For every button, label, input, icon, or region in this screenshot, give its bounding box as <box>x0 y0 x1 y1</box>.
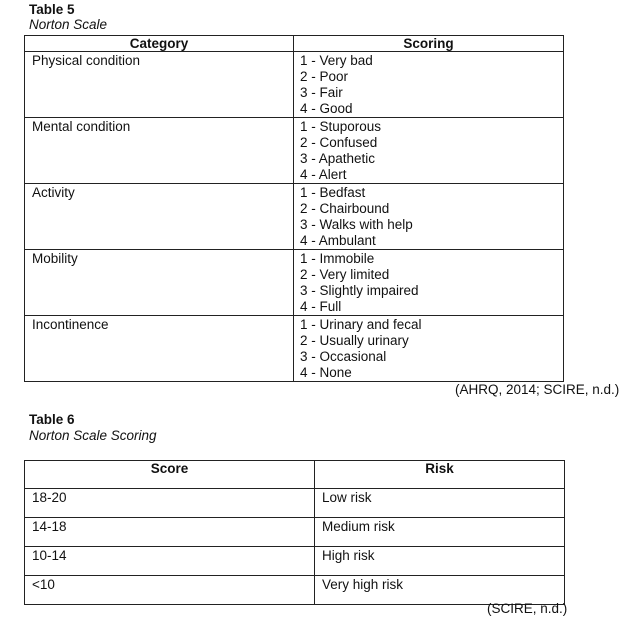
category-header: Category <box>25 36 294 52</box>
table-row <box>25 489 565 518</box>
score-line: 1 - Bedfast <box>300 185 366 200</box>
score-line: 2 - Poor <box>300 69 349 84</box>
score-line: 3 - Slightly impaired <box>300 283 419 298</box>
scoring-header: Scoring <box>294 36 564 52</box>
score-line: 4 - Full <box>300 299 342 314</box>
score-line: 1 - Stuporous <box>300 119 382 134</box>
category-cell: Physical condition <box>25 52 294 118</box>
score-line: 4 - None <box>300 365 352 380</box>
score-cell: <10 <box>25 576 315 605</box>
score-line: 4 - Good <box>300 101 353 116</box>
score-line: 2 - Usually urinary <box>300 333 409 348</box>
scoring-cell <box>294 52 564 118</box>
table5-citation: (AHRQ, 2014; SCIRE, n.d.) <box>455 382 620 397</box>
score-line: 4 - Ambulant <box>300 233 376 248</box>
score-cell: 14-18 <box>25 518 315 547</box>
score-line: 1 - Urinary and fecal <box>300 317 422 332</box>
score-line: 3 - Fair <box>300 85 343 100</box>
scoring-cell <box>294 118 564 184</box>
norton-scale-table <box>24 35 564 382</box>
table-row <box>25 547 565 576</box>
scoring-cell <box>294 184 564 250</box>
risk-cell: Medium risk <box>315 518 565 547</box>
score-cell: 18-20 <box>25 489 315 518</box>
score-line: 3 - Occasional <box>300 349 387 364</box>
category-cell: Mental condition <box>25 118 294 184</box>
table-header-row <box>25 36 564 52</box>
score-line: 2 - Very limited <box>300 267 390 282</box>
table-row <box>25 52 564 118</box>
score-line: 1 - Immobile <box>300 251 375 266</box>
table-row <box>25 316 564 382</box>
category-cell: Mobility <box>25 250 294 316</box>
score-line: 3 - Apathetic <box>300 151 376 166</box>
table-row <box>25 184 564 250</box>
scoring-cell <box>294 316 564 382</box>
risk-header: Risk <box>315 461 565 489</box>
table-row <box>25 250 564 316</box>
risk-cell: Very high risk <box>315 576 565 605</box>
score-line: 1 - Very bad <box>300 53 373 68</box>
norton-score-table <box>24 460 565 605</box>
score-line: 2 - Chairbound <box>300 201 390 216</box>
table-row <box>25 576 565 605</box>
table5-label: Table 5 <box>29 2 75 17</box>
score-line: 2 - Confused <box>300 135 378 150</box>
risk-cell: High risk <box>315 547 565 576</box>
score-line: 3 - Walks with help <box>300 217 413 232</box>
table5-caption: Norton Scale <box>29 17 108 32</box>
table-row <box>25 118 564 184</box>
score-line: 4 - Alert <box>300 167 347 182</box>
category-cell: Incontinence <box>25 316 294 382</box>
table-row <box>25 518 565 547</box>
table6-citation: (SCIRE, n.d.) <box>487 601 568 616</box>
scoring-cell <box>294 250 564 316</box>
table-header-row <box>25 461 565 489</box>
table6-caption: Norton Scale Scoring <box>29 428 157 443</box>
category-cell: Activity <box>25 184 294 250</box>
score-cell: 10-14 <box>25 547 315 576</box>
table6-label: Table 6 <box>29 412 75 427</box>
score-header: Score <box>25 461 315 489</box>
risk-cell: Low risk <box>315 489 565 518</box>
